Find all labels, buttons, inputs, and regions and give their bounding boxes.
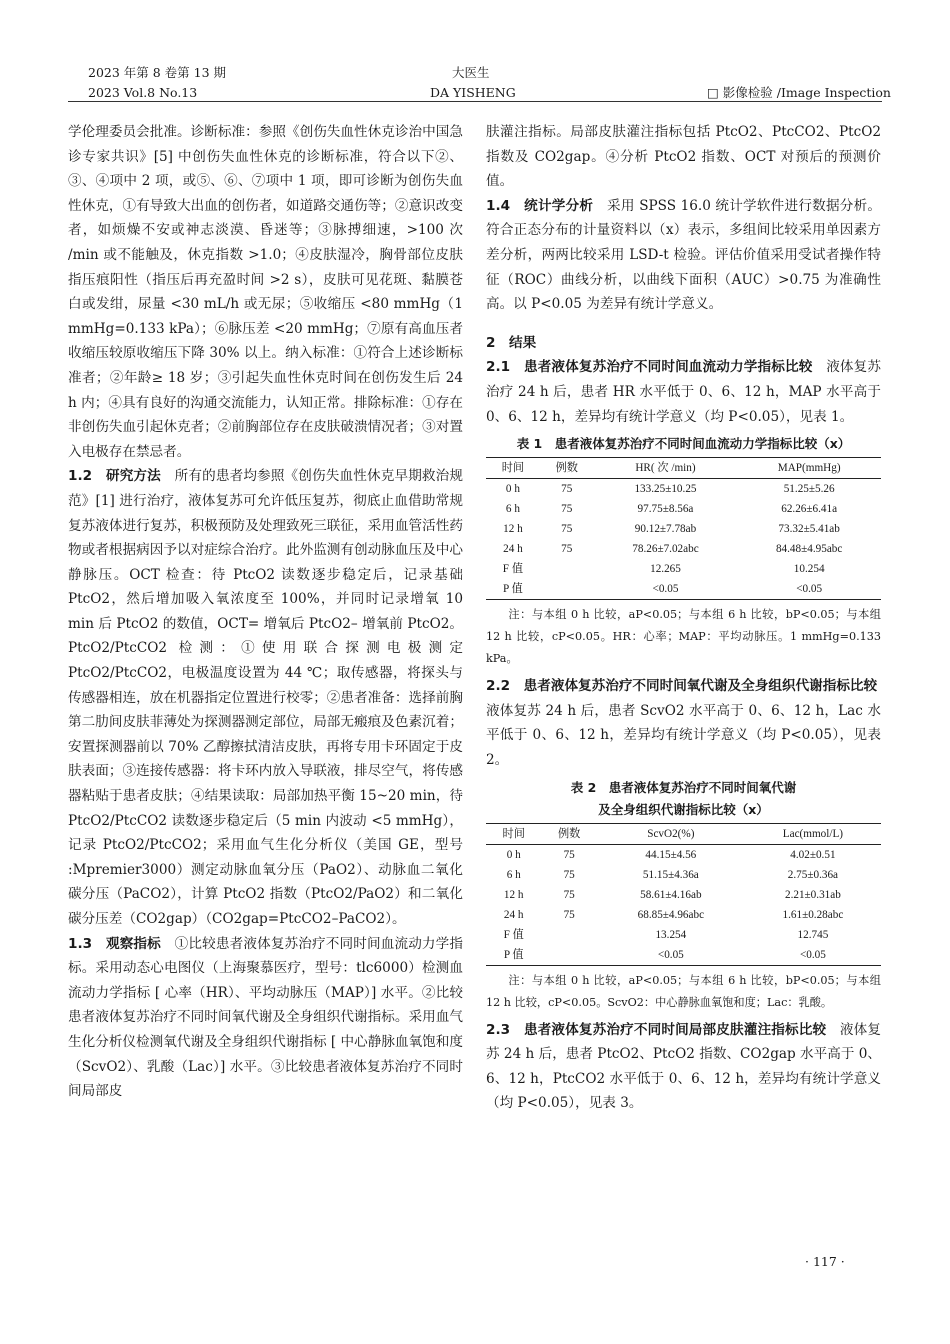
section-1-4-heading: 1.4 统计学分析 xyxy=(486,197,594,214)
journal-title-en: DA YISHENG xyxy=(430,85,516,100)
table-row xyxy=(486,499,881,519)
table-cell: 12.265 xyxy=(650,563,681,576)
table-cell: 84.48±4.95abc xyxy=(775,543,843,556)
table-row xyxy=(486,925,881,945)
results-2-3-paragraph xyxy=(486,1018,881,1116)
table-cell xyxy=(540,559,594,579)
statistics-paragraph xyxy=(486,194,881,317)
table-header-cell: HR( 次 /min) xyxy=(594,458,738,479)
section-2-3-heading: 2.3 患者液体复苏治疗不同时间局部皮肤灌注指标比较 xyxy=(486,1021,827,1038)
table-row xyxy=(486,519,881,539)
table-row xyxy=(486,844,881,865)
section-2-2-heading: 2.2 患者液体复苏治疗不同时间氧代谢及全身组织代谢指标比较 xyxy=(486,678,878,695)
table-1-caption: 表 1 患者液体复苏治疗不同时间血流动力学指标比较（x） xyxy=(516,436,851,452)
table-cell xyxy=(541,945,596,966)
section-2-1-body: 液体复苏治疗 24 h 后，患者 HR 水平低于 0、6、12 h，MAP 水平高于 0、6、12 h，差异均有统计学意义（均 P<0.05），见表 1。 xyxy=(486,359,881,425)
results-2-2-paragraph xyxy=(486,674,891,772)
table-cell: 13.254 xyxy=(655,928,687,941)
table-cell xyxy=(541,925,596,945)
table-header-row xyxy=(486,823,881,844)
table-row xyxy=(486,865,881,885)
table-cell: <0.05 xyxy=(597,945,745,966)
table-cell: 24 h xyxy=(503,543,523,556)
table-cell: 62.26±6.41a xyxy=(781,503,838,516)
observation-continued-paragraph: 肤灌注指标。局部皮肤灌注指标包括 PtcO2、PtcCO2、PtcO2 指数及 CO2gap。④分析 PtcO2 指数、OCT 对预后的预测价值。 xyxy=(486,124,881,190)
table-cell: 75 xyxy=(561,483,573,496)
table-cell: 133.25±10.25 xyxy=(634,483,697,496)
table-2-caption-line-2: 及全身组织代谢指标比较（x） xyxy=(598,801,769,817)
table-header-cell: MAP(mmHg) xyxy=(737,458,881,479)
table-cell: 4.02±0.51 xyxy=(790,848,836,861)
header-rule xyxy=(68,101,882,102)
table-header-cell: 时间 xyxy=(486,458,540,479)
table-2 xyxy=(486,823,881,966)
table-cell: 51.15±4.36a xyxy=(642,868,699,881)
table-cell: 73.32±5.41ab xyxy=(778,523,840,536)
section-1-4-body: 采用 SPSS 16.0 统计学软件进行数据分析。符合正态分布的计量资料以（x）表示，多组间比较采用单因素方差分析，两两比较采用 LSD-t 检验。评估价值采用受试者操作特征（ROC）曲线分析，以曲线下面积（AUC）>0.75 为准确性高。以 P<0.05 为差异有统计学意义。 xyxy=(486,197,881,313)
section-2-heading: 2 结果 xyxy=(486,334,537,351)
table-row xyxy=(486,479,881,500)
table-header-cell: Lac(mmol/L) xyxy=(745,823,881,844)
section-label: □ 影像检验 /Image Inspection xyxy=(707,85,891,100)
section-2-1-heading: 2.1 患者液体复苏治疗不同时间血流动力学指标比较 xyxy=(486,359,813,376)
table-cell: 6 h xyxy=(505,503,520,516)
section-1-3-heading: 1.3 观察指标 xyxy=(68,935,161,952)
table-row xyxy=(486,539,881,559)
table-cell: 2.75±0.36a xyxy=(787,868,839,881)
table-2-caption-line-1: 表 2 患者液体复苏治疗不同时间氧代谢 xyxy=(570,779,797,795)
table-cell: F 值 xyxy=(503,928,524,941)
section-2-2-body: 液体复苏 24 h 后，患者 ScvO2 水平高于 0、6、12 h，Lac 水平低于 0、6、12 h，差异均有统计学意义（均 P<0.05），见表 2。 xyxy=(486,678,891,768)
table-cell: 0 h xyxy=(505,483,520,496)
table-cell: 97.75±8.56a xyxy=(637,503,694,516)
table-cell: P 值 xyxy=(486,945,541,966)
table-cell: 75 xyxy=(561,523,573,536)
table-cell: 12 h xyxy=(503,888,524,901)
table-1 xyxy=(486,457,881,600)
table-1-note: 注：与本组 0 h 比较，aP<0.05；与本组 6 h 比较，bP<0.05；与本组 12 h 比较，cP<0.05。HR：心率；MAP：平均动脉压。1 mmHg=0.133 kPa。 xyxy=(486,608,881,666)
table-header-cell: ScvO2(%) xyxy=(597,823,745,844)
section-1-2-heading: 1.2 研究方法 xyxy=(68,468,161,485)
table-cell: 0 h xyxy=(506,848,521,861)
table-cell: 78.26±7.02abc xyxy=(632,543,699,556)
table-cell: P 值 xyxy=(486,579,540,600)
table-cell: 75 xyxy=(561,543,573,556)
table-cell xyxy=(540,579,594,600)
table-header-cell: 例数 xyxy=(541,823,596,844)
table-row xyxy=(486,559,881,579)
table-cell: 90.12±7.78ab xyxy=(634,523,697,536)
table-2-caption xyxy=(486,777,881,821)
section-2-3-body: 液体复苏 24 h 后，患者 PtcO2、PtcO2 指数、CO2gap 水平高于 0、6、12 h，PtcCO2 水平低于 0、6、12 h，差异均有统计学意义（均 P<0.05），见表 3。 xyxy=(486,1021,881,1112)
table-cell: 12 h xyxy=(503,523,523,536)
table-cell: 24 h xyxy=(503,908,524,921)
table-header-row xyxy=(486,458,881,479)
table-cell: 75 xyxy=(563,908,575,921)
methods-paragraph xyxy=(68,464,463,931)
table-row xyxy=(486,885,881,905)
journal-issue-cn: 2023 年第 8 卷第 13 期 xyxy=(88,65,227,80)
table-2-note: 注：与本组 0 h 比较，aP<0.05；与本组 6 h 比较，bP<0.05；与本组 12 h 比较，cP<0.05。ScvO2：中心静脉血氧饱和度；Lac：乳酸。 xyxy=(486,973,881,1009)
table-cell: 75 xyxy=(563,888,575,901)
table-cell: F 值 xyxy=(502,563,524,576)
table-cell: 68.85±4.96abc xyxy=(637,908,705,921)
journal-title-cn: 大医生 xyxy=(452,65,490,80)
results-2-1-paragraph xyxy=(486,355,881,429)
section-1-3-body: ①比较患者液体复苏治疗不同时间血流动力学指标。采用动态心电图仪（上海聚慕医疗，型号：tlc6000）检测血流动力学指标 [ 心率（HR）、平均动脉压（MAP）] 水平。②比较患者液体复苏治疗不同时间氧代谢及全身组织代谢指标。采用血气生化分析仪检测氧代谢及全身组织代谢指标 [ 中心静脉血氧饱和度（ScvO2）、乳酸（Lac）] 水平。③比较患者液体复苏治疗不同时间局部皮 xyxy=(68,935,463,1100)
page-number: · 117 · xyxy=(805,1254,845,1269)
table-cell: 12.745 xyxy=(797,928,829,941)
table-cell: <0.05 xyxy=(737,579,881,600)
left-column xyxy=(68,120,463,1104)
table-cell: 2.21±0.31ab xyxy=(784,888,841,901)
diagnosis-criteria-paragraph: 学伦理委员会批准。诊断标准：参照《创伤失血性休克诊治中国急诊专家共识》[5] 中创伤失血性休克的诊断标准，符合以下②、③、④项中 2 项，或⑤、⑥、⑦项中 1 项，即可诊断为创伤失血性休克，①有导致大出血的创伤者，如道路交通伤等；②意识改变者，如烦燥不安或神志淡漠、昏迷等；③脉搏细速，>100 次 /min 或不能触及，休克指数 >1.0；④皮肤湿冷，胸骨部位皮肤指压痕阳性（指压后再充盈时间 >2 s），皮肤可见花斑、黏膜苍白或发绀，尿量 <30 mL/h 或无尿；⑤收缩压 <80 mmHg（1 mmHg=0.133 kPa）；⑥脉压差 <20 mmHg；⑦原有高血压者收缩压较原收缩压下降 30% 以上。纳入标准：①符合上述诊断标准者；②年龄≥ 18 岁；③引起失血性休克时间在创伤发生后 24 h 内；④具有良好的沟通交流能力，认知正常。排除标准：①存在非创伤失血引起休克者；②前胸部位存在皮肤破溃情况者；③对置入电极存在禁忌者。 xyxy=(68,124,463,460)
observation-paragraph xyxy=(68,932,463,1104)
table-cell: 10.254 xyxy=(793,563,825,576)
table-header-cell: 时间 xyxy=(486,823,541,844)
table-row xyxy=(486,945,881,966)
table-cell: 44.15±4.56 xyxy=(645,848,697,861)
table-cell: <0.05 xyxy=(745,945,881,966)
table-cell: <0.05 xyxy=(594,579,738,600)
table-cell: 6 h xyxy=(506,868,521,881)
table-cell: 75 xyxy=(563,868,575,881)
right-column xyxy=(486,120,891,1116)
table-row xyxy=(486,905,881,925)
table-cell: 75 xyxy=(563,848,575,861)
table-row xyxy=(486,579,881,600)
journal-issue-en: 2023 Vol.8 No.13 xyxy=(88,85,198,100)
section-1-2-body: 所有的患者均参照《创伤失血性休克早期救治规范》[1] 进行治疗，液体复苏可允许低压复苏，彻底止血借助常规复苏液体进行复苏，积极预防及处理致死三联征，采用血管活性药物或者根据病因予以对症综合治疗。此外监测有创动脉血压及中心静脉压。OCT 检查：待 PtcO2 读数逐步稳定后，记录基础 PtcO2，然后增加吸入氧浓度至 100%，并同时记录增氧 10 min 后 PtcO2 的数值，OCT= 增氧后 PtcO2– 增氧前 PtcO2。PtcO2/PtcCO2 检测：①使用联合探测电极测定 PtcO2/PtcCO2，电极温度设置为 44 ℃；取传感器，将探头与传感器相连，放在机器指定位置进行校零；②患者准备：选择前胸第二肋间皮肤菲薄处为探测器测定部位，局部无瘢痕及色素沉着；安置探测器前以 70% 乙醇擦拭清洁皮肤，再将专用卡环固定于皮肤表面；③连接传感器：将卡环内放入导联液，排尽空气，将传感器粘贴于患者皮肤；④结果读取：局部加热平衡 15~20 min，待 PtcO2/PtcCO2 读数逐步稳定后（5 min 内波动 <5 mmHg），记录 PtcO2/PtcCO2；采用血气生化分析仪（美国 GE，型号 :Mpremier3000）测定动脉血氧分压（PaO2）、动脉血二氧化碳分压（PaCO2），计算 PtcO2 指数（PtcO2/PaO2）和二氧化碳分压差（CO2gap）（CO2gap=PtcCO2–PaCO2）。 xyxy=(68,468,463,927)
table-cell: 1.61±0.28abc xyxy=(782,908,844,921)
table-cell: 58.61±4.16ab xyxy=(640,888,702,901)
table-header-cell: 例数 xyxy=(540,458,594,479)
table-cell: 75 xyxy=(561,503,573,516)
table-cell: 51.25±5.26 xyxy=(783,483,835,496)
